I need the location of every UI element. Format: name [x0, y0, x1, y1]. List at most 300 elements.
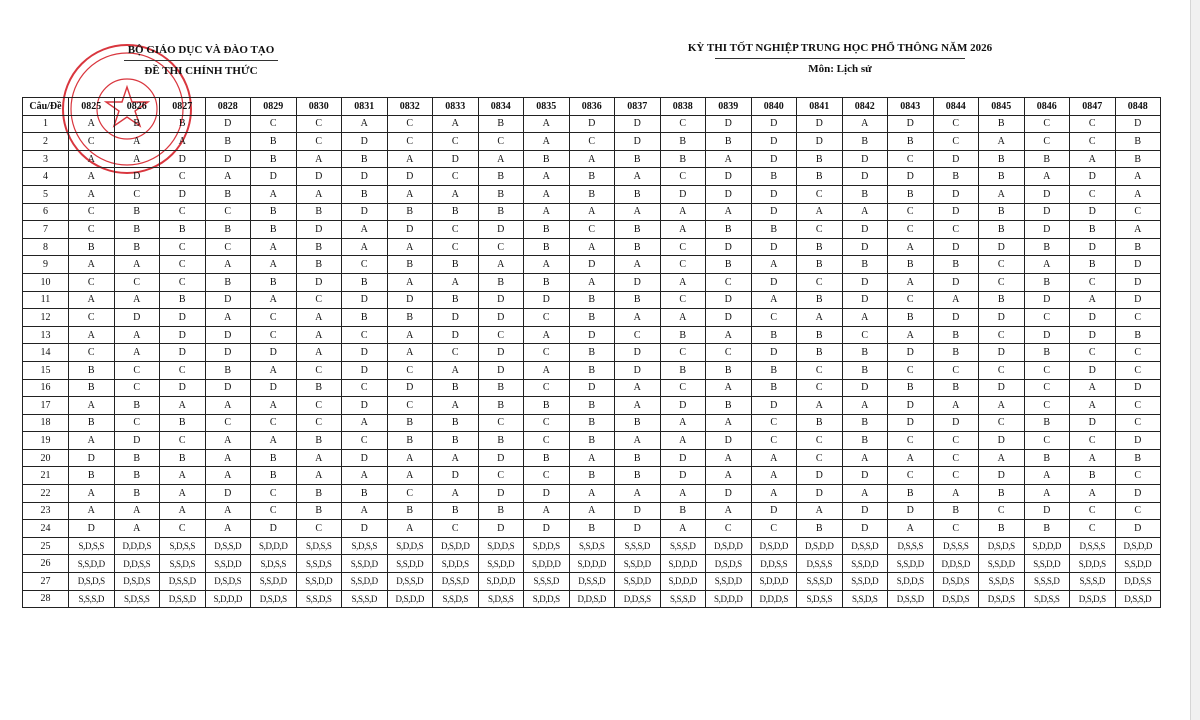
answer-cell: D	[660, 467, 706, 485]
answer-cell: C	[797, 432, 843, 450]
answer-cell: A	[933, 485, 979, 503]
table-row	[23, 502, 1161, 520]
answer-cell: A	[251, 397, 297, 415]
answer-cell: C	[979, 414, 1025, 432]
answer-cell: C	[524, 344, 570, 362]
answer-cell: C	[433, 133, 479, 151]
answer-cell: A	[797, 397, 843, 415]
answer-cell: A	[842, 397, 888, 415]
answer-cell: C	[1024, 309, 1070, 327]
answer-cell: A	[478, 256, 524, 274]
answer-cell: A	[569, 485, 615, 503]
answer-cell: D,S,D,S	[933, 590, 979, 608]
answer-cell: B	[251, 203, 297, 221]
answer-cell: B	[888, 185, 934, 203]
answer-cell: D	[387, 379, 433, 397]
answer-cell: C	[1115, 203, 1161, 221]
question-number: 25	[23, 537, 69, 555]
answer-cell: C	[524, 414, 570, 432]
answer-cell: B	[387, 256, 433, 274]
answer-cell: B	[478, 115, 524, 133]
answer-cell: A	[660, 203, 706, 221]
answer-cell: B	[478, 432, 524, 450]
exam-code-header: 0828	[205, 98, 251, 116]
answer-cell: B	[615, 414, 661, 432]
answer-cell: A	[1024, 485, 1070, 503]
answer-cell: B	[1024, 150, 1070, 168]
answer-cell: A	[160, 502, 206, 520]
question-number: 13	[23, 326, 69, 344]
answer-cell: A	[615, 432, 661, 450]
answer-cell: B	[342, 150, 388, 168]
answer-cell: C	[1115, 361, 1161, 379]
answer-cell: A	[205, 397, 251, 415]
answer-cell: S,D,D,S	[387, 537, 433, 555]
answer-cell: C	[888, 291, 934, 309]
answer-cell: B	[342, 185, 388, 203]
answer-cell: B	[842, 256, 888, 274]
answer-cell: S,S,D,D	[478, 555, 524, 573]
answer-cell: A	[205, 309, 251, 327]
answer-cell: A	[569, 449, 615, 467]
answer-cell: A	[160, 397, 206, 415]
answer-cell: A	[888, 520, 934, 538]
answer-cell: B	[478, 273, 524, 291]
answer-cell: B	[797, 326, 843, 344]
answer-cell: B	[478, 203, 524, 221]
answer-cell: C	[1070, 273, 1116, 291]
answer-cell: B	[1070, 221, 1116, 239]
answer-cell: B	[979, 150, 1025, 168]
answer-cell: B	[888, 133, 934, 151]
answer-cell: D	[933, 273, 979, 291]
exam-code-header: 0829	[251, 98, 297, 116]
answer-cell: D	[979, 238, 1025, 256]
answer-cell: C	[160, 168, 206, 186]
exam-code-header: 0832	[387, 98, 433, 116]
answer-cell: C	[933, 133, 979, 151]
answer-cell: D	[205, 291, 251, 309]
answer-cell: D	[524, 291, 570, 309]
answer-cell: C	[1070, 344, 1116, 362]
answer-cell: D	[296, 168, 342, 186]
answer-cell: A	[524, 168, 570, 186]
answer-cell: A	[387, 520, 433, 538]
answer-cell: A	[524, 256, 570, 274]
answer-cell: C	[342, 326, 388, 344]
answer-cell: B	[160, 449, 206, 467]
answer-cell: C	[933, 221, 979, 239]
answer-cell: B	[933, 344, 979, 362]
answer-cell: C	[524, 467, 570, 485]
answer-cell: C	[342, 256, 388, 274]
answer-cell: D	[1070, 168, 1116, 186]
answer-cell: C	[296, 397, 342, 415]
answer-cell: A	[387, 185, 433, 203]
table-row	[23, 326, 1161, 344]
exam-code-header: 0825	[69, 98, 115, 116]
answer-cell: A	[524, 502, 570, 520]
answer-cell: S,S,D,D	[342, 573, 388, 591]
exam-title-block	[660, 38, 1020, 79]
table-row	[23, 485, 1161, 503]
answer-cell: S,S,D,D	[205, 555, 251, 573]
answer-cell: B	[706, 256, 752, 274]
exam-title: KỲ THI TỐT NGHIỆP TRUNG HỌC PHỔ THÔNG NĂM 2026	[687, 42, 993, 54]
answer-cell: A	[296, 449, 342, 467]
answer-cell: C	[433, 520, 479, 538]
answer-cell: A	[114, 291, 160, 309]
answer-cell: B	[842, 432, 888, 450]
answer-cell: C	[1070, 502, 1116, 520]
answer-cell: D	[842, 291, 888, 309]
answer-cell: D	[1115, 273, 1161, 291]
answer-cell: D,D,S,S	[615, 590, 661, 608]
answer-cell: S,S,S,D	[524, 573, 570, 591]
table-row	[23, 573, 1161, 591]
answer-cell: D	[205, 326, 251, 344]
answer-cell: C	[478, 467, 524, 485]
answer-cell: D	[615, 520, 661, 538]
answer-cell: D	[433, 326, 479, 344]
answer-cell: D	[615, 361, 661, 379]
answer-cell: A	[342, 414, 388, 432]
answer-cell: A	[1070, 150, 1116, 168]
table-row	[23, 344, 1161, 362]
answer-cell: D,S,D,S	[114, 573, 160, 591]
answer-cell: C	[296, 520, 342, 538]
answer-cell: A	[296, 467, 342, 485]
answer-cell: B	[296, 203, 342, 221]
answer-cell: C	[387, 361, 433, 379]
answer-cell: D	[1115, 115, 1161, 133]
answer-cell: B	[387, 502, 433, 520]
answer-cell: C	[842, 326, 888, 344]
answer-cell: D,D,D,S	[114, 537, 160, 555]
answer-cell: C	[615, 326, 661, 344]
answer-cell: D	[706, 432, 752, 450]
answer-cell: A	[205, 256, 251, 274]
answer-cell: B	[160, 115, 206, 133]
answer-cell: C	[751, 414, 797, 432]
answer-cell: D	[205, 485, 251, 503]
answer-cell: C	[888, 203, 934, 221]
answer-cell: D	[114, 432, 160, 450]
answer-cell: A	[524, 185, 570, 203]
answer-cell: S,D,S,S	[69, 537, 115, 555]
answer-cell: A	[114, 344, 160, 362]
answer-cell: A	[615, 485, 661, 503]
answer-cell: S,D,D,D	[205, 590, 251, 608]
answer-cell: A	[569, 203, 615, 221]
answer-cell: D	[1115, 256, 1161, 274]
answer-cell: B	[660, 133, 706, 151]
answer-cell: S,D,D,S	[888, 573, 934, 591]
answer-cell: A	[615, 256, 661, 274]
answer-cell: A	[69, 150, 115, 168]
answer-cell: B	[433, 502, 479, 520]
answer-cell: A	[114, 133, 160, 151]
answer-cell: C	[296, 361, 342, 379]
answer-cell: A	[888, 449, 934, 467]
answer-cell: D	[1115, 485, 1161, 503]
answer-cell: A	[433, 115, 479, 133]
answer-cell: S,D,D,D	[524, 555, 570, 573]
answer-cell: A	[387, 238, 433, 256]
answer-cell: S,S,D,D	[706, 573, 752, 591]
answer-cell: B	[433, 291, 479, 309]
answer-cell: S,D,S,S	[797, 590, 843, 608]
answer-cell: B	[979, 520, 1025, 538]
question-number: 6	[23, 203, 69, 221]
answer-cell: C	[433, 168, 479, 186]
answer-cell: B	[979, 485, 1025, 503]
answer-cell: B	[296, 485, 342, 503]
exam-code-header: 0845	[979, 98, 1025, 116]
answer-cell: A	[251, 256, 297, 274]
answer-cell: A	[524, 361, 570, 379]
answer-cell: B	[979, 221, 1025, 239]
answer-cell: C	[660, 344, 706, 362]
answer-cell: S,S,D,S	[296, 590, 342, 608]
answer-cell: C	[296, 414, 342, 432]
answer-cell: B	[660, 361, 706, 379]
answer-cell: C	[387, 485, 433, 503]
answer-cell: C	[251, 502, 297, 520]
answer-cell: D	[751, 273, 797, 291]
answer-cell: A	[615, 309, 661, 327]
answer-cell: B	[933, 379, 979, 397]
answer-cell: B	[615, 449, 661, 467]
answer-cell: B	[797, 238, 843, 256]
answer-cell: C	[296, 115, 342, 133]
answer-cell: D	[69, 520, 115, 538]
answer-cell: A	[569, 150, 615, 168]
answer-cell: B	[1115, 238, 1161, 256]
answer-cell: B	[114, 203, 160, 221]
answer-cell: B	[751, 168, 797, 186]
answer-cell: C	[660, 168, 706, 186]
answer-cell: A	[569, 502, 615, 520]
answer-cell: B	[160, 221, 206, 239]
answer-cell: D	[660, 397, 706, 415]
answer-cell: A	[660, 273, 706, 291]
answer-cell: D	[706, 168, 752, 186]
table-row	[23, 256, 1161, 274]
answer-cell: A	[205, 432, 251, 450]
answer-cell: A	[296, 326, 342, 344]
answer-cell: B	[797, 291, 843, 309]
answer-cell: B	[205, 185, 251, 203]
answer-cell: C	[160, 203, 206, 221]
answer-cell: D	[751, 185, 797, 203]
question-number: 21	[23, 467, 69, 485]
answer-cell: C	[1024, 379, 1070, 397]
answer-cell: A	[205, 168, 251, 186]
answer-cell: D,S,S,D	[888, 590, 934, 608]
answer-cell: D	[1024, 203, 1070, 221]
answer-cell: A	[1115, 221, 1161, 239]
answer-cell: D	[387, 221, 433, 239]
table-row	[23, 221, 1161, 239]
answer-cell: D	[842, 221, 888, 239]
answer-cell: S,D,D,S	[1070, 555, 1116, 573]
answer-cell: D,S,D,D	[751, 537, 797, 555]
answer-cell: B	[888, 256, 934, 274]
answer-cell: B	[1024, 414, 1070, 432]
answer-cell: B	[478, 397, 524, 415]
answer-cell: B	[387, 309, 433, 327]
answer-cell: C	[205, 203, 251, 221]
answer-cell: D,S,D,S	[979, 590, 1025, 608]
answer-cell: A	[251, 361, 297, 379]
table-row	[23, 379, 1161, 397]
answer-cell: C	[160, 273, 206, 291]
exam-code-header: 0833	[433, 98, 479, 116]
answer-cell: A	[706, 414, 752, 432]
answer-cell: B	[251, 467, 297, 485]
answer-cell: A	[205, 449, 251, 467]
question-number: 8	[23, 238, 69, 256]
exam-code-header: 0831	[342, 98, 388, 116]
question-number: 4	[23, 168, 69, 186]
answer-cell: C	[569, 221, 615, 239]
answer-cell: A	[842, 115, 888, 133]
question-number: 19	[23, 432, 69, 450]
answer-cell: D	[706, 309, 752, 327]
answer-cell: S,S,S,D	[615, 537, 661, 555]
answer-cell: S,S,S,D	[797, 573, 843, 591]
answer-cell: D	[478, 291, 524, 309]
answer-cell: C	[660, 379, 706, 397]
answer-cell: D,S,S,D	[433, 573, 479, 591]
answer-cell: D	[160, 150, 206, 168]
answer-cell: A	[433, 485, 479, 503]
answer-cell: D	[478, 221, 524, 239]
answer-cell: B	[979, 115, 1025, 133]
answer-cell: C	[524, 432, 570, 450]
answer-cell: C	[797, 185, 843, 203]
answer-cell: A	[524, 115, 570, 133]
answer-cell: A	[69, 397, 115, 415]
answer-cell: A	[524, 133, 570, 151]
answer-cell: B	[569, 361, 615, 379]
table-row	[23, 273, 1161, 291]
answer-cell: C	[524, 309, 570, 327]
answer-cell: D	[842, 467, 888, 485]
answer-cell: B	[842, 344, 888, 362]
answer-cell: B	[387, 414, 433, 432]
answer-cell: D	[1115, 432, 1161, 450]
question-number: 22	[23, 485, 69, 503]
answer-cell: A	[524, 326, 570, 344]
answer-cell: D,S,D,S	[979, 537, 1025, 555]
answer-cell: C	[1024, 397, 1070, 415]
answer-cell: D	[842, 520, 888, 538]
answer-cell: C	[69, 133, 115, 151]
answer-cell: A	[387, 467, 433, 485]
table-row	[23, 309, 1161, 327]
table-row	[23, 203, 1161, 221]
answer-cell: D	[706, 238, 752, 256]
answer-cell: C	[296, 133, 342, 151]
answer-cell: C	[69, 221, 115, 239]
answer-cell: C	[1024, 133, 1070, 151]
answer-cell: A	[751, 485, 797, 503]
answer-cell: B	[114, 238, 160, 256]
table-row	[23, 150, 1161, 168]
answer-cell: D,S,S,S	[933, 537, 979, 555]
exam-code-header: 0827	[160, 98, 206, 116]
answer-cell: C	[1070, 185, 1116, 203]
answer-cell: A	[296, 309, 342, 327]
answer-cell: B	[296, 432, 342, 450]
answer-cell: B	[842, 185, 888, 203]
answer-cell: A	[706, 326, 752, 344]
answer-cell: C	[433, 344, 479, 362]
answer-cell: D	[478, 449, 524, 467]
answer-cell: D	[569, 115, 615, 133]
answer-cell: A	[160, 485, 206, 503]
table-row	[23, 133, 1161, 151]
table-row	[23, 185, 1161, 203]
answer-cell: D	[569, 326, 615, 344]
answer-cell: D	[842, 168, 888, 186]
answer-cell: C	[888, 467, 934, 485]
answer-cell: D	[615, 273, 661, 291]
answer-cell: A	[433, 273, 479, 291]
answer-cell: B	[660, 326, 706, 344]
answer-cell: D	[296, 273, 342, 291]
answer-cell: A	[706, 502, 752, 520]
answer-cell: B	[933, 256, 979, 274]
answer-cell: B	[1115, 449, 1161, 467]
answer-cell: A	[524, 203, 570, 221]
answer-cell: D	[1024, 502, 1070, 520]
answer-cell: C	[433, 238, 479, 256]
answer-cell: B	[205, 273, 251, 291]
answer-cell: A	[69, 168, 115, 186]
table-row	[23, 291, 1161, 309]
question-number: 15	[23, 361, 69, 379]
answer-cell: B	[706, 397, 752, 415]
answer-cell: D	[251, 520, 297, 538]
answer-cell: A	[387, 449, 433, 467]
answer-cell: S,S,S,D	[1024, 573, 1070, 591]
answer-cell: A	[933, 291, 979, 309]
answer-cell: D	[660, 449, 706, 467]
answer-cell: A	[979, 397, 1025, 415]
answer-cell: A	[205, 520, 251, 538]
answer-cell: A	[979, 449, 1025, 467]
answer-cell: S,S,D,D	[842, 555, 888, 573]
exam-code-header: 0843	[888, 98, 934, 116]
answer-cell: D	[160, 326, 206, 344]
answer-cell: A	[251, 238, 297, 256]
answer-cell: B	[751, 326, 797, 344]
answer-cell: S,S,D,D	[296, 573, 342, 591]
answer-cell: D	[160, 344, 206, 362]
answer-cell: B	[842, 414, 888, 432]
answer-cell: A	[1024, 467, 1070, 485]
answer-cell: A	[842, 485, 888, 503]
answer-cell: D	[114, 309, 160, 327]
table-row	[23, 432, 1161, 450]
answer-cell: D	[979, 432, 1025, 450]
exam-code-header: 0841	[797, 98, 843, 116]
corner-header: Câu/Đề	[23, 98, 69, 116]
answer-cell: S,D,S,S	[160, 537, 206, 555]
